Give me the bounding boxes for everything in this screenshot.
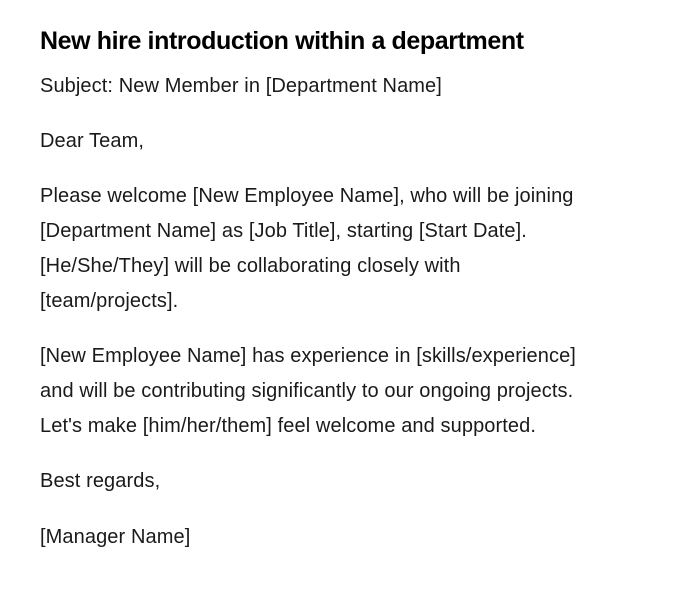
paragraph-line: Please welcome [New Employee Name], who will be joining <box>40 185 574 207</box>
greeting: Dear Team, <box>40 130 145 152</box>
experience-paragraph <box>40 339 660 444</box>
signature: [Manager Name] <box>40 526 191 548</box>
closing: Best regards, <box>40 470 161 492</box>
email-template-document <box>40 24 660 555</box>
document-title: New hire introduction within a department <box>40 27 524 55</box>
paragraph-line: [Department Name] as [Job Title], starting [Start Date]. <box>40 220 527 242</box>
paragraph-line: and will be contributing significantly to our ongoing projects. <box>40 380 574 402</box>
paragraph-line: [New Employee Name] has experience in [skills/experience] <box>40 345 576 367</box>
subject-line: Subject: New Member in [Department Name] <box>40 75 442 97</box>
paragraph-line: [He/She/They] will be collaborating closely with <box>40 255 461 277</box>
welcome-paragraph <box>40 179 660 319</box>
paragraph-line: Let's make [him/her/them] feel welcome and supported. <box>40 415 537 437</box>
paragraph-line: [team/projects]. <box>40 290 179 312</box>
